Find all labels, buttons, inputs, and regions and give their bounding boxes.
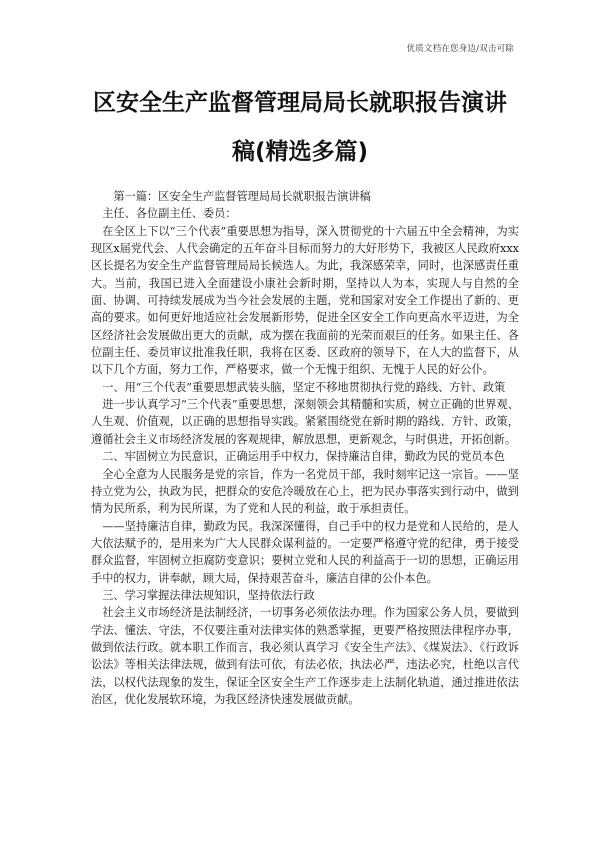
paragraph-point-3: 社会主义市场经济是法制经济，一切事务必须依法办理。作为国家公务人员，要做到学法、懂法、守法，不仅要注重对法律实体的熟悉掌握，更要严格按照法律程序办事，做到依法行政。就本职工作而言，我必须认真学习《安全生产法》、《煤炭法》、《行政诉讼法》等相关法律法规，做到有法可依，有法必依，执法必严，违法必究，杜绝以言代法，以权代法现象的发生，保证全区安全生产工作逐步走上法制化轨道，通过推进依法治区，优化发展软环境，为我区经济快速发展做贡献。 xyxy=(91,606,519,706)
title-line-2: 稿(精选多篇) xyxy=(231,139,369,165)
point-heading-2: 二、牢固树立为民意识，正确运用手中权力，保持廉洁自律，勤政为民的党员本色 xyxy=(102,450,505,464)
section-heading: 第一篇：区安全生产监督管理局局长就职报告演讲稿 xyxy=(113,190,371,203)
title-line-1: 区安全生产监督管理局局长就职报告演讲 xyxy=(93,90,507,116)
paragraph-intro: 在全区上下以“三个代表”重要思想为指导，深入贯彻党的十六届五中全会精神，为实现区x届党代会、人代会确定的五年奋斗目标而努力的大好形势下，我被区人民政府xxx区长提名为安全生产监督管理局局长候选人。为此，我深感荣幸，同时，也深感责任重大。当前，我国已进入全面建设小康社会新时期，坚持以人为本，实现人与自然的全面、协调、可持续发展成为当今社会发展的主题，党和国家对安全工作提出了新的、更高的要求。如何更好地适应社会发展新形势，促进全区安全工作向更高水平迈进，为全区经济社会发展做出更大的贡献，成为摆在我面前的光荣而艰巨的任务。如果主任、各位副主任、委员审议批准我任职，我将在区委、区政府的领导下，在人大的监督下，从以下几个方面，努力工作，严格要求，做一个无愧于组织、无愧于人民的好公仆。 xyxy=(91,224,519,377)
document-body xyxy=(91,188,519,708)
salutation: 主任、各位副主任、委员： xyxy=(102,207,237,221)
point-heading-1: 一、用“三个代表”重要思想武装头脑，坚定不移地贯彻执行党的路线、方针、政策 xyxy=(102,380,506,394)
header-note: 优质文档在您身边/双击可除 xyxy=(406,44,514,54)
paragraph-point-2a: 全心全意为人民服务是党的宗旨，作为一名党员干部，我时刻牢记这一宗旨。——坚持立党为公，执政为民，把群众的安危冷暖放在心上，把为民办事落实到行动中，做到情为民所系，利为民所谋，为了党和人民的利益，敢于承担责任。 xyxy=(91,467,519,516)
paragraph-point-1: 进一步认真学习“三个代表”重要思想，深刻领会其精髓和实质，树立正确的世界观、人生观、价值观，以正确的思想指导实践。紧紧围绕党在新时期的路线、方针、政策，遵循社会主义市场经济发展的客观规律，解放思想，更新观念，与时俱进，开拓创新。 xyxy=(91,398,519,446)
paragraph-point-2b: ——坚持廉洁自律，勤政为民。我深深懂得，自己手中的权力是党和人民给的，是人大依法赋予的，是用来为广大人民群众谋利益的。一定要严格遵守党的纪律，勇于接受群众监督，牢固树立拒腐防变意识；要树立党和人民的利益高于一切的思想，正确运用手中的权力，讲奉献，顾大局，保持艰苦奋斗，廉洁自律的公仆本色。 xyxy=(91,519,519,585)
point-heading-3: 三、学习掌握法律法规知识，坚持依法行政 xyxy=(102,588,315,602)
